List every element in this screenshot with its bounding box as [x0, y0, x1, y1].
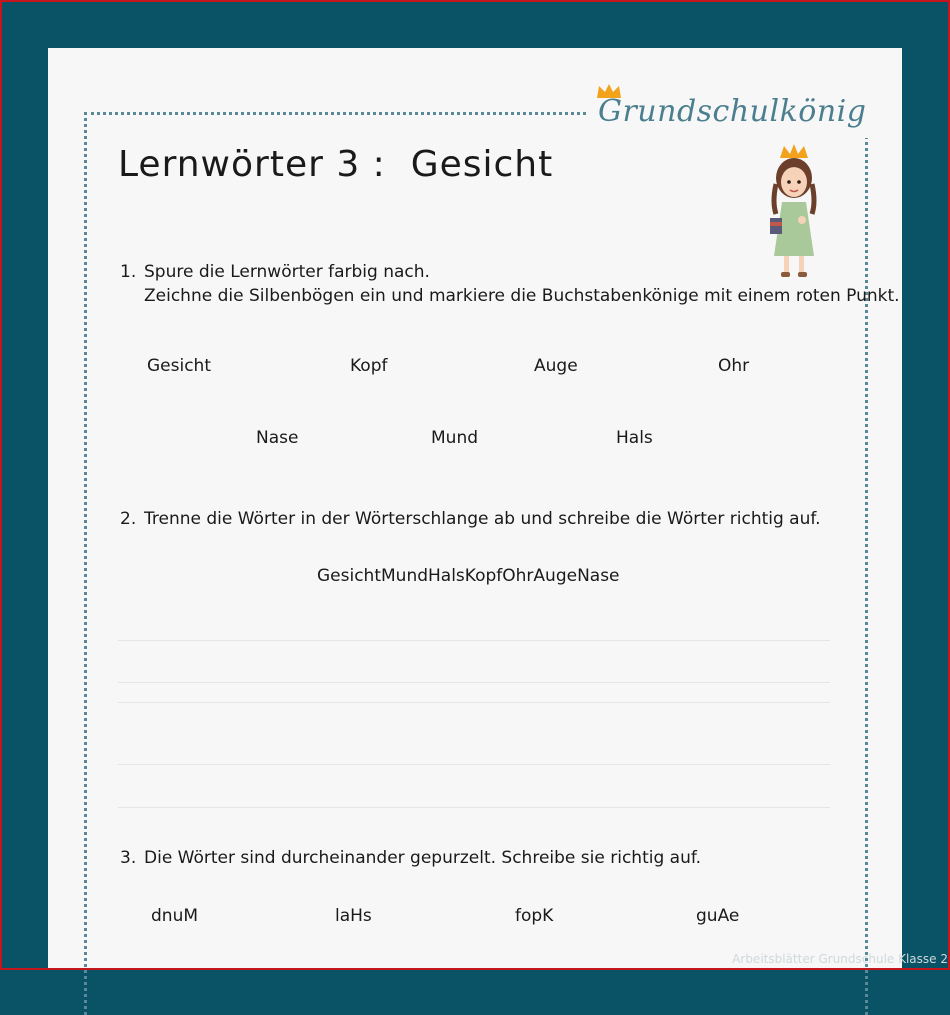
word-item: Mund — [431, 428, 479, 448]
logo: Grundschulkönig — [598, 94, 867, 129]
scrambled-word: guAe — [696, 906, 740, 926]
task-2-text: Trenne die Wörter in der Wörterschlange ab und schreibe die Wörter richtig auf. — [144, 509, 821, 529]
writing-line[interactable] — [118, 702, 830, 703]
task-1-line2: Zeichne die Silbenbögen ein und markiere die Buchstabenkönige mit einem roten Punkt. — [144, 286, 900, 306]
dotted-border — [84, 112, 868, 1015]
scrambled-word: dnuM — [151, 906, 199, 926]
writing-line[interactable] — [118, 640, 830, 641]
writing-line[interactable] — [118, 682, 830, 683]
task-2 — [120, 509, 821, 529]
task-1 — [120, 262, 900, 306]
word-item: Ohr — [718, 356, 750, 376]
worksheet — [48, 48, 902, 970]
writing-line[interactable] — [118, 807, 830, 808]
word-snake: GesichtMundHalsKopfOhrAugeNase — [317, 566, 620, 586]
task-3 — [120, 848, 701, 868]
task-3-number: 3. — [120, 848, 137, 868]
task-1-number: 1. — [120, 262, 137, 282]
word-item: Hals — [616, 428, 653, 448]
writing-line[interactable] — [118, 764, 830, 765]
girl-illustration — [760, 144, 824, 280]
word-item: Auge — [534, 356, 578, 376]
word-item: Kopf — [350, 356, 388, 376]
word-item: Gesicht — [147, 356, 211, 376]
page-title: Lernwörter 3 : Gesicht — [118, 144, 554, 185]
scrambled-word: fopK — [515, 906, 554, 926]
footer-caption: Arbeitsblätter Grundschule Klasse 2 — [732, 952, 948, 966]
task-1-line1: Spure die Lernwörter farbig nach. — [144, 262, 430, 282]
task-3-text: Die Wörter sind durcheinander gepurzelt. Schreibe sie richtig auf. — [144, 848, 701, 868]
scrambled-word: laHs — [335, 906, 372, 926]
task-2-number: 2. — [120, 509, 137, 529]
word-item: Nase — [256, 428, 299, 448]
